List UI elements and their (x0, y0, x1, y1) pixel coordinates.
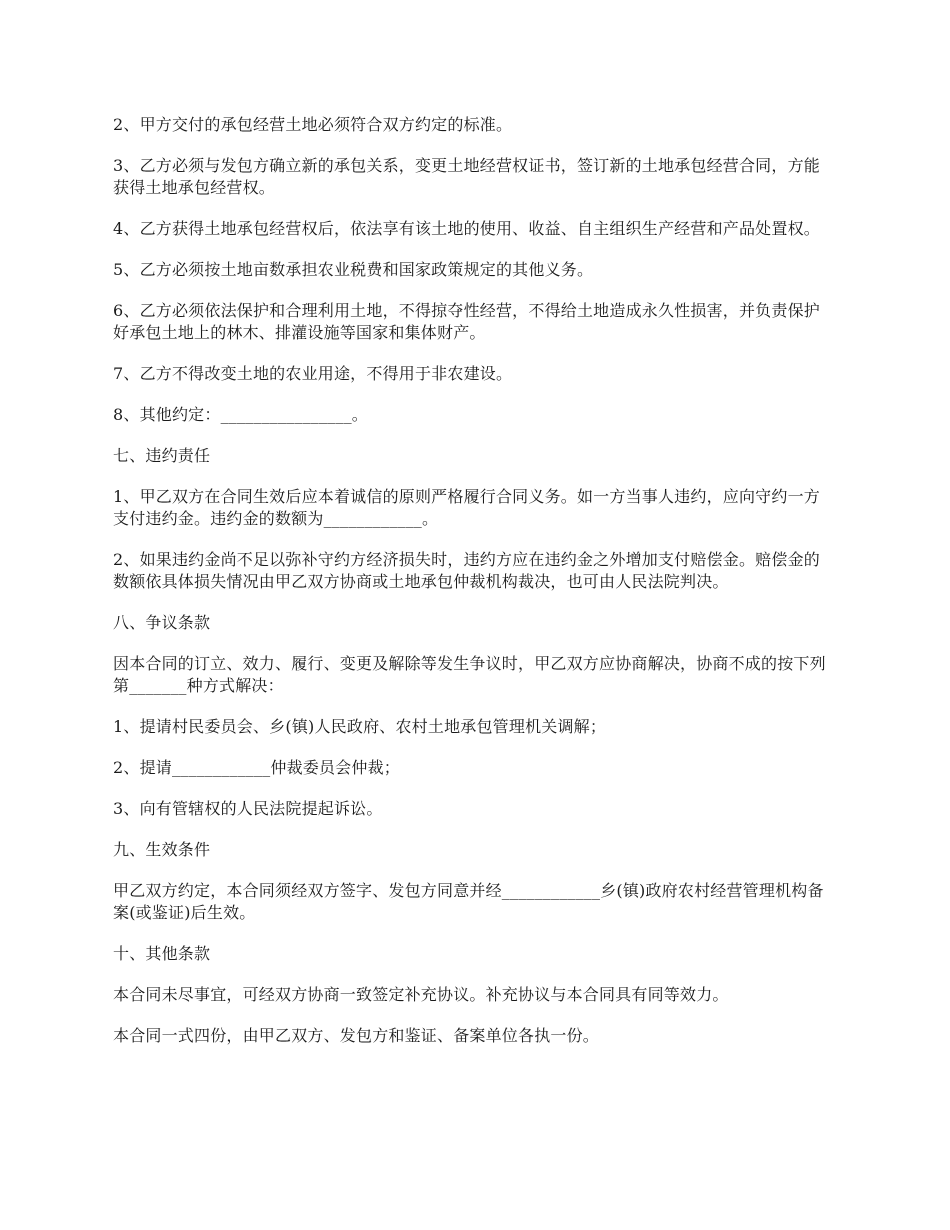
clause-5-taxes: 5、乙方必须按土地亩数承担农业税费和国家政策规定的其他义务。 (113, 260, 594, 279)
section-heading-effectiveness: 九、生效条件 (113, 840, 211, 859)
clause-6-land-protection: 6、乙方必须依法保护和合理利用土地，不得掠夺性经营，不得给土地造成永久性损害，并负责保护好承包土地上的林木、排灌设施等国家和集体财产。 (113, 301, 820, 342)
clause-3-new-contract: 3、乙方必须与发包方确立新的承包关系，变更土地经营权证书，签订新的土地承包经营合同，方能获得土地承包经营权。 (113, 156, 820, 197)
clause-8-other-agreements: 8、其他约定：________________。 (113, 405, 368, 424)
document-page (113, 114, 835, 1066)
section-heading-breach: 七、违约责任 (113, 446, 211, 465)
dispute-intro: 因本合同的订立、效力、履行、变更及解除等发生争议时，甲乙双方应协商解决，协商不成的按下列第_______种方式解决： (113, 654, 826, 695)
effectiveness-clause: 甲乙双方约定，本合同须经双方签字、发包方同意并经____________乡(镇)政府农村经营管理机构备案(或鉴证)后生效。 (113, 881, 824, 922)
section-heading-disputes: 八、争议条款 (113, 613, 211, 632)
dispute-option-arbitration: 2、提请____________仲裁委员会仲裁； (113, 758, 400, 777)
clause-2-land-standard: 2、甲方交付的承包经营土地必须符合双方约定的标准。 (113, 115, 513, 134)
dispute-option-mediation: 1、提请村民委员会、乡(镇)人民政府、农村土地承包管理机关调解； (113, 717, 607, 736)
section-heading-other-terms: 十、其他条款 (113, 944, 211, 963)
other-terms-copies: 本合同一式四份，由甲乙双方、发包方和鉴证、备案单位各执一份。 (113, 1026, 600, 1045)
breach-clause-2-compensation: 2、如果违约金尚不足以弥补守约方经济损失时，违约方应在违约金之外增加支付赔偿金。赔偿金的数额依具体损失情况由甲乙双方协商或土地承包仲裁机构裁决，也可由人民法院判决。 (113, 550, 820, 591)
dispute-option-litigation: 3、向有管辖权的人民法院提起诉讼。 (113, 799, 383, 818)
other-terms-supplement: 本合同未尽事宜，可经双方协商一致签定补充协议。补充协议与本合同具有同等效力。 (113, 985, 729, 1004)
clause-4-usage-rights: 4、乙方获得土地承包经营权后，依法享有该土地的使用、收益、自主组织生产经营和产品处置权。 (113, 219, 820, 238)
breach-clause-1-penalty: 1、甲乙双方在合同生效后应本着诚信的原则严格履行合同义务。如一方当事人违约，应向守约一方支付违约金。违约金的数额为____________。 (113, 487, 820, 528)
clause-7-agricultural-use: 7、乙方不得改变土地的农业用途，不得用于非农建设。 (113, 364, 513, 383)
